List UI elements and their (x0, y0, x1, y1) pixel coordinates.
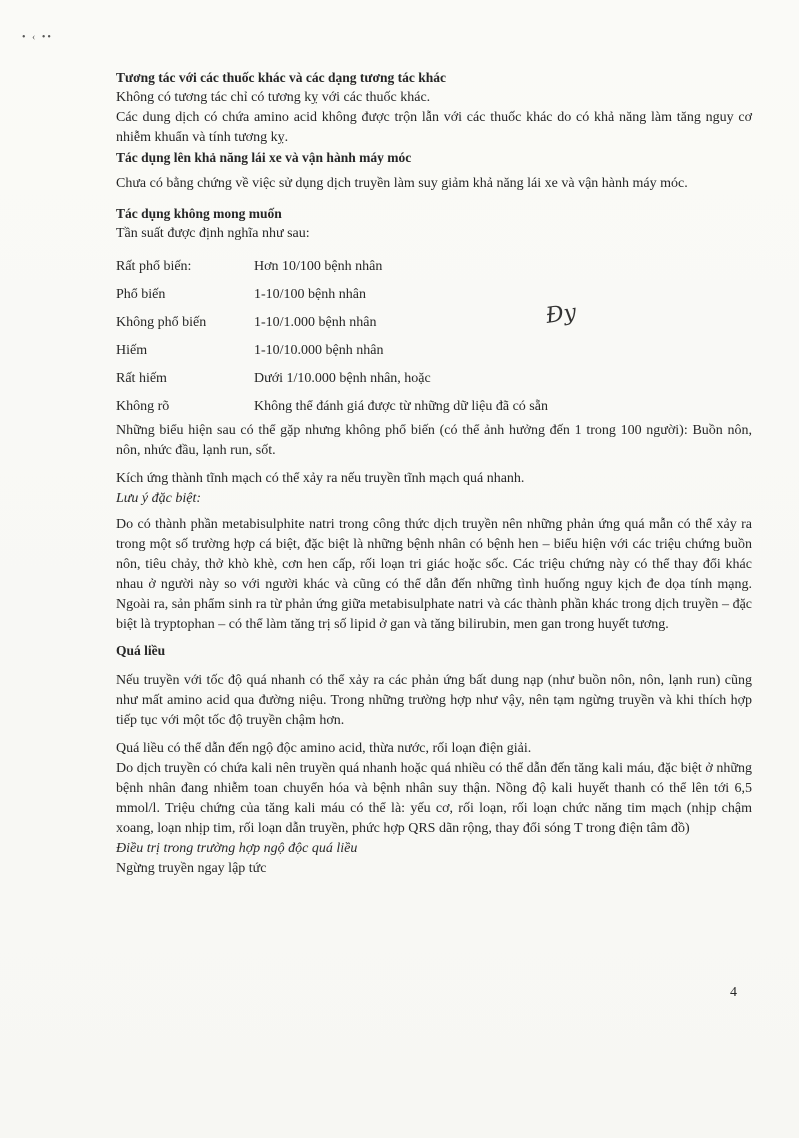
handwritten-note: Đy (544, 300, 578, 329)
frequency-term: Hiếm (116, 343, 148, 358)
frequency-term: Phổ biến (116, 287, 166, 302)
section-heading-adverse-effects: Tác dụng không mong muốn (116, 206, 282, 221)
driving-paragraph: Chưa có bằng chứng về việc sử dụng dịch truyền làm suy giảm khả năng lái xe và vận hành máy móc. (116, 176, 688, 191)
frequency-table (116, 253, 752, 421)
frequency-term: Rất hiếm (116, 371, 167, 386)
frequency-description: 1-10/1.000 bệnh nhân (254, 315, 377, 330)
frequency-row (116, 393, 752, 421)
frequency-term: Không phổ biến (116, 315, 207, 330)
interactions-paragraph-2: Các dung dịch có chứa amino acid không được trộn lẫn với các thuốc khác do có khả năng làm tăng nguy cơ nhiễm khuẩn và tính tương kỵ. (116, 110, 752, 145)
frequency-term: Rất phổ biến: (116, 259, 192, 274)
interactions-paragraph-1: Không có tương tác chỉ có tương kỵ với các thuốc khác. (116, 90, 431, 105)
scan-artifact: • ‹ •• (22, 32, 53, 43)
section-heading-overdose: Quá liều (116, 643, 166, 658)
overdose-treatment-text: Ngừng truyền ngay lập tức (116, 861, 267, 876)
frequency-row (116, 337, 752, 365)
frequency-row (116, 253, 752, 281)
special-note-heading: Lưu ý đặc biệt: (116, 491, 202, 506)
adverse-paragraph-2: Kích ứng thành tĩnh mạch có thể xảy ra nếu truyền tĩnh mạch quá nhanh. (116, 471, 525, 486)
section-heading-interactions: Tương tác với các thuốc khác và các dạng tương tác khác (116, 70, 446, 85)
frequency-description: Dưới 1/10.000 bệnh nhân, hoặc (254, 371, 431, 386)
page-number: 4 (730, 985, 737, 1000)
document-body (116, 68, 752, 879)
section-heading-driving: Tác dụng lên khả năng lái xe và vận hành máy móc (116, 150, 412, 165)
overdose-treatment-heading: Điều trị trong trường hợp ngộ độc quá liều (116, 841, 358, 856)
frequency-description: 1-10/10.000 bệnh nhân (254, 343, 384, 358)
frequency-description: Hơn 10/100 bệnh nhân (254, 259, 383, 274)
overdose-paragraph-1: Nếu truyền với tốc độ quá nhanh có thể xảy ra các phản ứng bất dung nạp (như buồn nôn, nôn, lạnh run) cũng như mất amino acid qua đường niệu. Trong những trường hợp như vậy, nên tạm ngừng truyền và khi thích hợp tiếp tục với một tốc độ truyền chậm hơn. (116, 673, 752, 728)
overdose-paragraph-3: Do dịch truyền có chứa kali nên truyền quá nhanh hoặc quá nhiều có thể dẫn đến tăng kali máu, đặc biệt ở những bệnh nhân đang nhiễm toan chuyển hóa và bệnh nhân suy thận. Nồng độ kali huyết thanh có thể lên tới 6,5 mmol/l. Triệu chứng của tăng kali máu có thể là: yếu cơ, rối loạn, rối loạn chức năng tim mạch (nhịp chậm xoang, loạn nhịp tim, rối loạn dẫn truyền, phức hợp QRS dãn rộng, thay đổi sóng T trong điện tâm đồ) (116, 761, 752, 836)
frequency-row (116, 309, 752, 337)
frequency-intro: Tần suất được định nghĩa như sau: (116, 226, 310, 241)
frequency-row (116, 365, 752, 393)
frequency-row (116, 281, 752, 309)
adverse-paragraph-1: Những biểu hiện sau có thể gặp nhưng không phổ biến (có thể ảnh hưởng đến 1 trong 100 người): Buồn nôn, nôn, nhức đầu, lạnh run, sốt. (116, 423, 752, 458)
overdose-paragraph-2: Quá liều có thể dẫn đến ngộ độc amino acid, thừa nước, rối loạn điện giải. (116, 741, 532, 756)
frequency-description: 1-10/100 bệnh nhân (254, 287, 366, 302)
frequency-term: Không rõ (116, 399, 170, 414)
special-note-paragraph: Do có thành phần metabisulphite natri trong công thức dịch truyền nên những phản ứng quá mẫn có thể xảy ra trong một số trường hợp cá biệt, đặc biệt là những bệnh nhân có bệnh hen – biểu hiện với các triệu chứng buồn nôn, tiêu chảy, thở khò khè, cơn hen cấp, rối loạn tri giác hoặc sốc. Các triệu chứng này có thể thay đổi khác nhau ở người này so với người khác và cũng có thể dẫn đến những tình huống nguy kịch đe dọa tính mạng. Ngoài ra, sản phẩm sinh ra từ phản ứng giữa metabisulphate natri và các thành phần khác trong dịch truyền – đặc biệt là tryptophan – có thể làm tăng trị số lipid ở gan và tăng bilirubin, men gan trong huyết tương. (116, 517, 752, 632)
frequency-description: Không thể đánh giá được từ những dữ liệu đã có sẵn (254, 399, 548, 414)
